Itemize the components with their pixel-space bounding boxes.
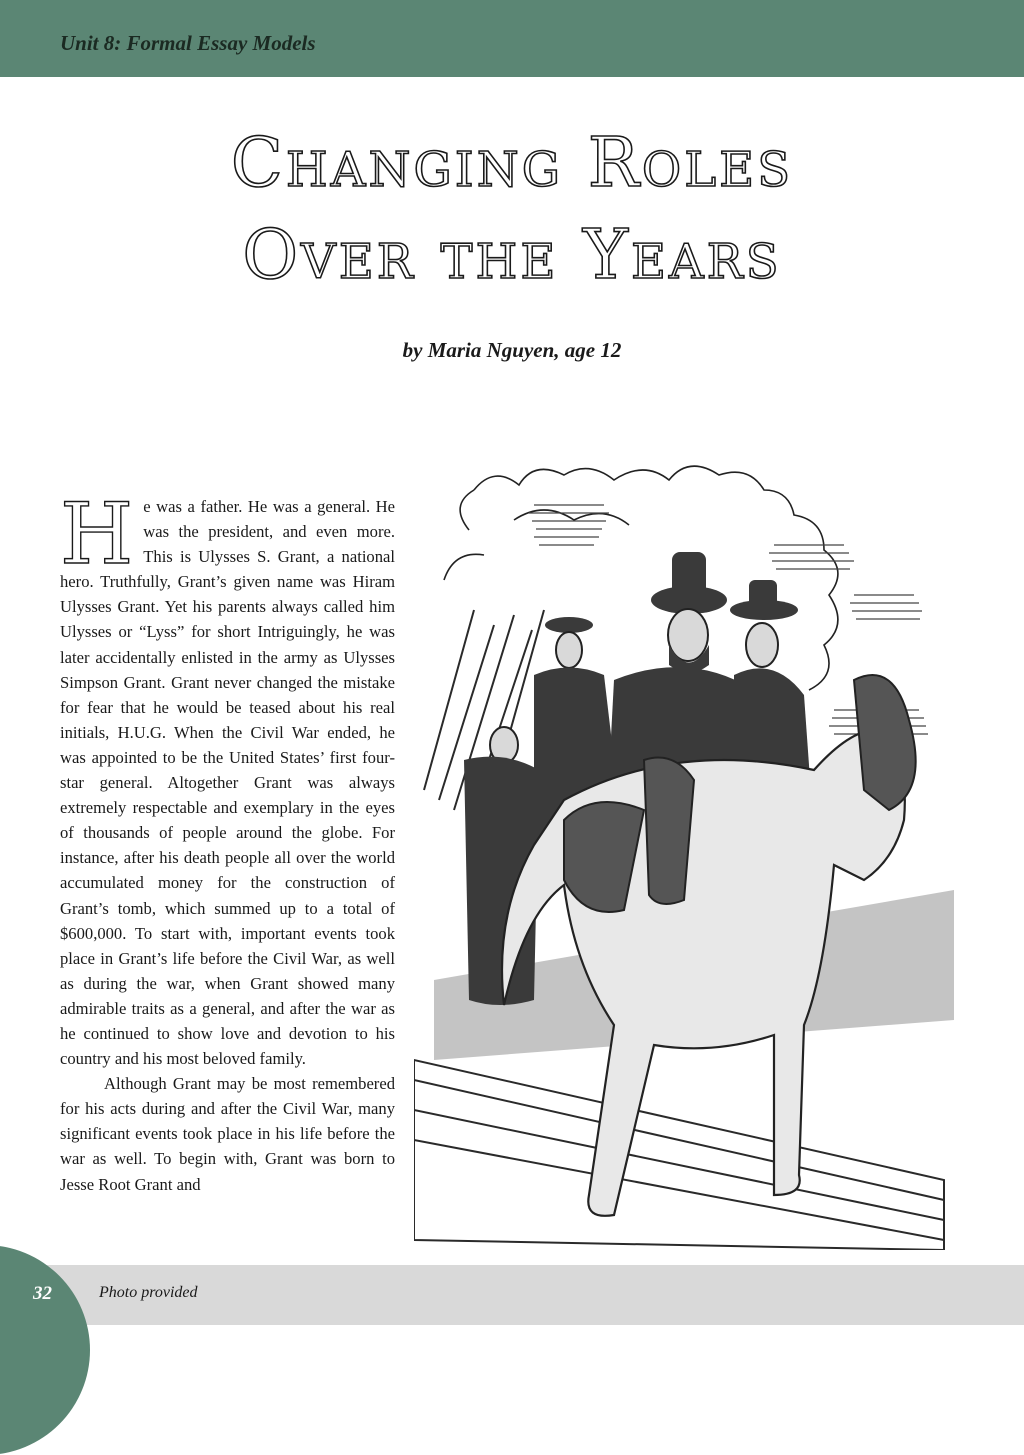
page-title: [0, 118, 1024, 302]
grant-horseback-engraving: [414, 460, 954, 1250]
paragraph-1-text: e was a father. He was a general. He was the president, and even more. This is Ulysses S. Grant, a national hero. Truthfully, Grant’s given name was Hiram Ulysses Grant. Yet his parents always called him Ulysses or “Lyss” for short Intriguingly, he was later accidentally enlisted in the army as Ulysses Simpson Grant. Grant never changed the mistake for fear that he would be teased about his real initials, H.U.G. When the Civil War ended, he was appointed to be the United States’ first four-star general. Altogether Grant was always extremely respectable and exemplary in the eyes of thousands of people around the globe. For instance, after his death people all over the world accumulated money for the construction of Grant’s tomb, which summed up to a total of $600,000. To start with, important events took place in Grant’s life before the Civil War, as well as during the war, when Grant showed many admirable traits as a general, and after the war as he continued to show love and devotion to his country and his most beloved family.: [60, 497, 395, 1069]
unit-label: Unit 8: Formal Essay Models: [60, 31, 316, 55]
photo-credit: Photo provided: [99, 1284, 198, 1301]
byline: by Maria Nguyen, age 12: [402, 338, 622, 362]
paragraph-1: [60, 485, 395, 1071]
title-line-1: Changing Roles: [230, 124, 794, 203]
article-body: [60, 485, 395, 1197]
title-line-2: Over the Years: [242, 216, 782, 295]
drop-cap: H: [60, 485, 134, 583]
paragraph-2: Although Grant may be most remembered for his acts during and after the Civil War, many significant events took place in his life before the war as well. To begin with, Grant was born to Jesse Root Grant and: [60, 1074, 395, 1194]
page-number: 32: [33, 1283, 52, 1304]
